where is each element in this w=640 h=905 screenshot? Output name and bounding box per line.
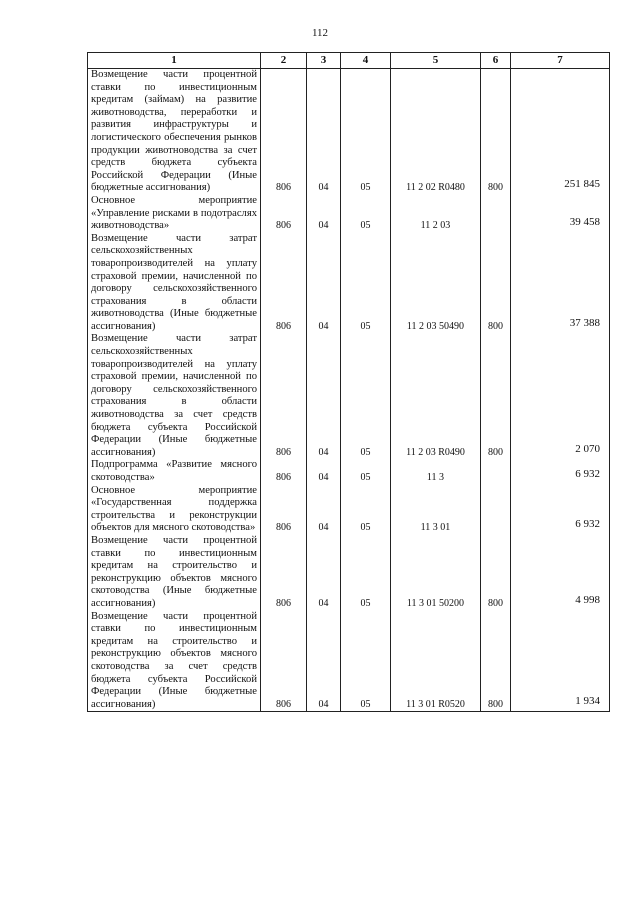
header-col-6: 6 <box>481 53 511 69</box>
row-ministry-code: 806 <box>261 611 307 712</box>
row-target-article: 11 3 01 R0520 <box>391 611 481 712</box>
row-expense-type <box>481 459 511 484</box>
row-subsection-code: 05 <box>341 233 391 334</box>
row-amount: 1 934 <box>575 694 600 707</box>
row-amount-cell <box>511 195 610 233</box>
row-amount: 2 070 <box>575 442 600 455</box>
row-subsection-code: 05 <box>341 611 391 712</box>
row-subsection-code: 05 <box>341 195 391 233</box>
table-row <box>88 69 610 195</box>
header-col-1: 1 <box>88 53 261 69</box>
row-ministry-code: 806 <box>261 195 307 233</box>
row-description: Возмещение части процентной ставки по инвестиционным кредитам (займам) на развитие животноводства, переработки и развития инфраструктуры и логистического обеспечения рынков продукции животноводства за счет средств бюджета субъекта Российской Федерации (Иные бюджетные ассигнования) <box>88 69 261 195</box>
budget-table <box>87 52 610 712</box>
header-col-2: 2 <box>261 53 307 69</box>
row-section-code: 04 <box>307 333 341 459</box>
row-expense-type <box>481 195 511 233</box>
row-ministry-code: 806 <box>261 69 307 195</box>
row-expense-type: 800 <box>481 535 511 611</box>
row-target-article: 11 3 01 <box>391 485 481 535</box>
row-section-code: 04 <box>307 485 341 535</box>
row-ministry-code: 806 <box>261 535 307 611</box>
table-row <box>88 233 610 334</box>
row-target-article: 11 2 02 R0480 <box>391 69 481 195</box>
row-amount: 251 845 <box>564 178 600 191</box>
row-subsection-code: 05 <box>341 459 391 484</box>
header-col-5: 5 <box>391 53 481 69</box>
row-amount: 39 458 <box>569 216 600 229</box>
row-description: Возмещение части процентной ставки по инвестиционным кредитам на строительство и реконструкцию объектов мясного скотоводства (Иные бюджетные ассигнования) <box>88 535 261 611</box>
row-amount: 6 932 <box>575 468 600 480</box>
row-description: Основное мероприятие «Государственная поддержка строительства и реконструкции объектов для мясного скотоводства» <box>88 485 261 535</box>
row-description: Возмещение части процентной ставки по инвестиционным кредитам на строительство и реконструкцию объектов мясного скотоводства за счет средств бюджета субъекта Российской Федерации (Иные бюджетные ассигнования) <box>88 611 261 712</box>
row-amount: 4 998 <box>575 593 600 606</box>
row-subsection-code: 05 <box>341 333 391 459</box>
row-amount: 6 932 <box>575 518 600 531</box>
row-target-article: 11 3 01 50200 <box>391 535 481 611</box>
header-col-4: 4 <box>341 53 391 69</box>
row-amount-cell <box>511 485 610 535</box>
page-number: 112 <box>311 27 329 39</box>
table-row <box>88 611 610 712</box>
row-subsection-code: 05 <box>341 69 391 195</box>
row-subsection-code: 05 <box>341 485 391 535</box>
row-expense-type: 800 <box>481 333 511 459</box>
row-amount-cell <box>511 233 610 334</box>
header-col-3: 3 <box>307 53 341 69</box>
row-amount-cell <box>511 459 610 484</box>
row-section-code: 04 <box>307 195 341 233</box>
row-expense-type: 800 <box>481 69 511 195</box>
row-amount-cell <box>511 535 610 611</box>
row-description: Подпрограмма «Развитие мясного скотоводства» <box>88 459 261 484</box>
row-expense-type: 800 <box>481 233 511 334</box>
row-expense-type <box>481 485 511 535</box>
table-header-row <box>88 53 610 69</box>
row-ministry-code: 806 <box>261 485 307 535</box>
row-amount-cell <box>511 611 610 712</box>
table-row <box>88 485 610 535</box>
table-row <box>88 535 610 611</box>
row-amount-cell <box>511 69 610 195</box>
row-ministry-code: 806 <box>261 333 307 459</box>
row-section-code: 04 <box>307 611 341 712</box>
table-row <box>88 459 610 484</box>
row-amount-cell <box>511 333 610 459</box>
row-subsection-code: 05 <box>341 535 391 611</box>
row-section-code: 04 <box>307 535 341 611</box>
row-target-article: 11 2 03 50490 <box>391 233 481 334</box>
row-target-article: 11 3 <box>391 459 481 484</box>
row-target-article: 11 2 03 R0490 <box>391 333 481 459</box>
table-row <box>88 195 610 233</box>
row-ministry-code: 806 <box>261 459 307 484</box>
row-description: Возмещение части затрат сельскохозяйственных товаропроизводителей на уплату страховой премии, начисленной по договору сельскохозяйственного страхования в области животноводства (Иные бюджетные ассигнования) <box>88 233 261 334</box>
header-col-7: 7 <box>511 53 610 69</box>
row-section-code: 04 <box>307 459 341 484</box>
row-amount: 37 388 <box>569 316 600 329</box>
table-row <box>88 333 610 459</box>
row-ministry-code: 806 <box>261 233 307 334</box>
row-section-code: 04 <box>307 233 341 334</box>
row-description: Возмещение части затрат сельскохозяйственных товаропроизводителей на уплату страховой премии, начисленной по договору сельскохозяйственного страхования в области животноводства за счет средств бюджета субъекта Российской Федерации (Иные бюджетные ассигнования) <box>88 333 261 459</box>
row-section-code: 04 <box>307 69 341 195</box>
row-description: Основное мероприятие «Управление рисками в подотраслях животноводства» <box>88 195 261 233</box>
row-target-article: 11 2 03 <box>391 195 481 233</box>
row-expense-type: 800 <box>481 611 511 712</box>
